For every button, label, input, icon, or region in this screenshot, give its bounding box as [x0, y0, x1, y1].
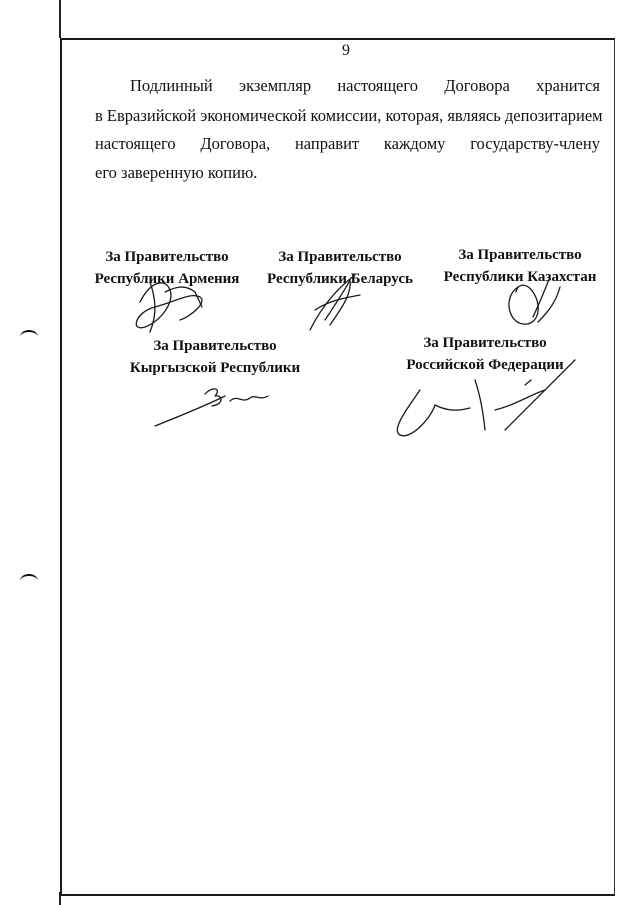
- signatory-line-1: За Правительство: [105, 249, 229, 265]
- signature-kyrgyzstan: [150, 376, 280, 431]
- word: государству-члену: [470, 134, 600, 153]
- punch-hole-mark: [20, 330, 38, 344]
- signatory-line-2: Республики Беларусь: [267, 271, 413, 287]
- paragraph-line-2: в Евразийской экономической комиссии, которая, являясь депозитарием: [95, 106, 603, 125]
- paragraph-line-1: [130, 76, 600, 96]
- scan-edge-line: [59, 0, 61, 38]
- signatory-line-2: Республики Казахстан: [443, 269, 597, 285]
- signatory-line-2: Российской Федерации: [406, 357, 564, 373]
- signatory-line-2: Республики Армения: [94, 271, 240, 287]
- word: Договора,: [200, 134, 271, 153]
- signature-belarus: [300, 270, 370, 335]
- word: направит: [294, 134, 360, 153]
- signatory-line-1: За Правительство: [153, 338, 277, 354]
- word: хранится: [536, 76, 600, 95]
- signature-russia: [385, 350, 585, 440]
- signature-kazakhstan: [498, 272, 568, 342]
- paragraph-line-4: его заверенную копию.: [95, 163, 258, 182]
- word: настоящего: [95, 134, 176, 153]
- signature-armenia: [120, 262, 220, 342]
- word: настоящего: [337, 76, 418, 95]
- page-number: 9: [342, 42, 350, 59]
- signatory-line-1: За Правительство: [458, 247, 582, 263]
- signatory-line-1: За Правительство: [423, 335, 547, 351]
- word: экземпляр: [239, 76, 312, 95]
- punch-hole-mark: [20, 574, 38, 588]
- signatory-line-1: За Правительство: [278, 249, 402, 265]
- word: Договора: [444, 76, 510, 95]
- paragraph-line-3: [95, 134, 600, 154]
- signatory-line-2: Кыргызской Республики: [129, 360, 301, 376]
- word: Подлинный: [130, 76, 213, 95]
- word: каждому: [383, 134, 446, 153]
